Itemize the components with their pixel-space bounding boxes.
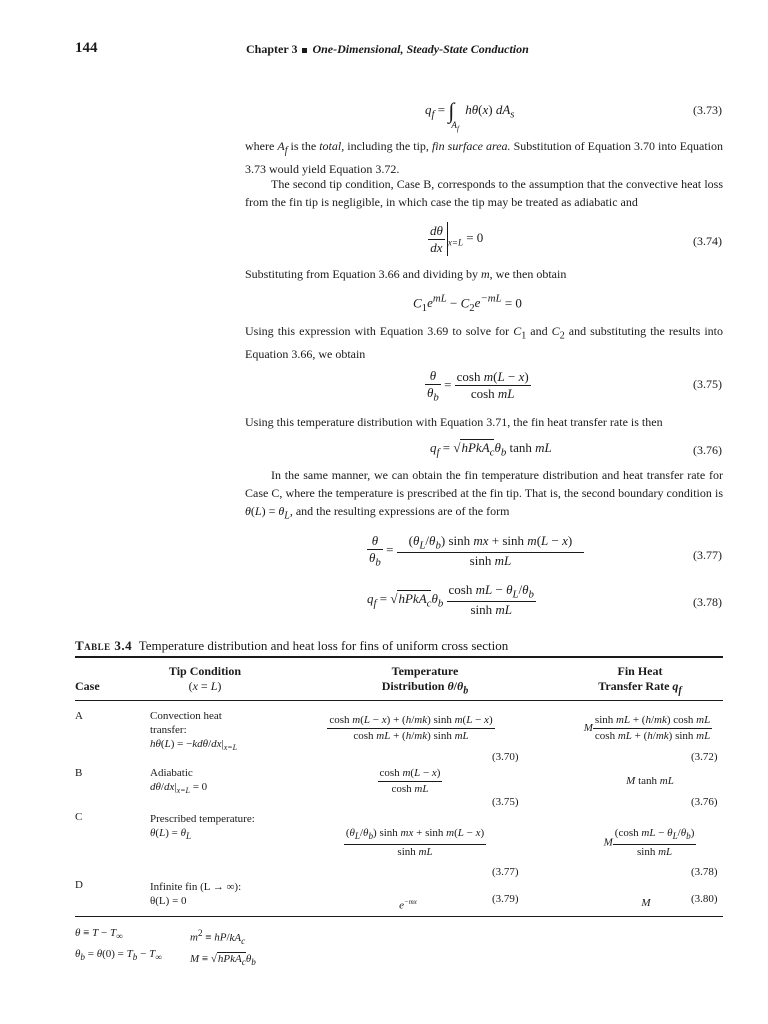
- eq-number-3-77: (3.77): [693, 548, 722, 562]
- eq-number-3-75: (3.75): [693, 377, 722, 391]
- row-b-heat-rate: M tanh mL: [626, 775, 674, 787]
- row-b-temp-ref: (3.75): [492, 796, 519, 808]
- page-number: 144: [75, 40, 98, 56]
- row-d-case: D: [75, 879, 83, 891]
- eq-number-3-78: (3.78): [693, 595, 722, 609]
- row-a-heat-ref: (3.72): [691, 751, 718, 763]
- running-header: [246, 42, 529, 57]
- separator-square-icon: [302, 48, 307, 53]
- equation-boundary-condition: $C_1e^{mL} - C_2e^{-mL} = 0$: [413, 293, 522, 314]
- row-b-heat-ref: (3.76): [691, 796, 718, 808]
- eq-number-3-74: (3.74): [693, 234, 722, 248]
- table-header-rule: [75, 700, 723, 701]
- table-title: Temperature distribution and heat loss for fins of uniform cross section: [138, 638, 509, 653]
- chapter-title: One-Dimensional, Steady-State Conduction: [312, 42, 529, 56]
- paragraph-heat-rate: Using this temperature distribution with Equation 3.71, the fin heat transfer rate is then: [245, 415, 663, 429]
- chapter-label: Chapter 3: [246, 42, 298, 56]
- eq-number-3-76: (3.76): [693, 443, 722, 457]
- equation-3-73: $q_f = \int_{A_f}$ hθ(x) $dA_s$: [425, 98, 515, 133]
- paragraph-fin-area: where $A_f$ is the total, including the tip, fin surface area. Substitution of Equation 3.70 into Equation 3.73 would yield Equation 3.72.: [245, 139, 724, 177]
- table-caption: [75, 638, 508, 654]
- equation-3-78: $q_f$ = $√hPkA_c\theta_b$ $\frac{\cosh mL - \theta_L/\theta_b}{\text{sinh mL}}$: [367, 582, 534, 617]
- paragraph-case-c: In the same manner, we can obtain the fin temperature distribution and heat transfer rate for Case C, where the temperature is prescribed at the fin tip. That is, the second boundary condition is $\theta(L) = \theta_L$, and the resulting expressions are of the form: [245, 468, 723, 522]
- row-c-condition: Prescribed temperature: $\theta(L) = \theta_L$: [150, 813, 255, 842]
- row-a-case: A: [75, 710, 83, 722]
- row-c-case: C: [75, 811, 83, 823]
- row-a-temp-ref: (3.70): [492, 751, 519, 763]
- row-a-temperature: $\frac{\text{cosh m(L − x) + (h/mk) sinh m(L − x)}}{\text{cosh mL + (h/mk) sinh mL}}$: [329, 714, 493, 742]
- table-top-rule: [75, 656, 723, 658]
- equation-3-77: $\frac{\theta}{\theta_b}$ = $\frac{(\theta_L/\theta_b) \sinh mx + \sinh m(L - x)}{\text{sinh mL}}$: [367, 533, 584, 569]
- table-bottom-rule: [75, 916, 723, 917]
- row-c-heat-rate: M $\frac{(\cosh mL - \theta_L/\theta_b)}{\text{sinh mL}}$: [603, 827, 695, 859]
- table-label: Table 3.4: [75, 638, 133, 653]
- eq-number-3-73: (3.73): [693, 103, 722, 117]
- row-c-temp-ref: (3.77): [492, 866, 519, 878]
- header-tip-condition: Tip Condition (x = L): [168, 664, 242, 693]
- paragraph-case-b: The second tip condition, Case B, corresponds to the assumption that the convective heat loss from the fin tip is negligible, in which case the tip may be treated as adiabatic and: [245, 177, 723, 209]
- row-d-condition: Infinite fin (L → ∞): θ(L) = 0: [150, 881, 242, 907]
- row-d-heat-ref: (3.80): [691, 893, 718, 905]
- table-definitions-right: $m^2 \equiv hP/kA_c$ $M \equiv √hPkA_c\theta_b$: [190, 928, 256, 968]
- paragraph-using-expression: Using this expression with Equation 3.69 to solve for $C_1$ and $C_2$ and substituting the results into Equation 3.66, we obtain: [245, 324, 723, 362]
- row-b-temperature: $\frac{\text{cosh m(L − x)}}{\text{cosh mL}}$: [379, 767, 441, 795]
- equation-3-74: $\frac{d\theta}{dx}$ $_{x=L}$ = 0: [430, 222, 484, 255]
- row-b-condition: Adiabatic $d\theta/dx|_{x=L} = 0$: [150, 767, 208, 796]
- row-d-temp-ref: (3.79): [492, 893, 519, 905]
- header-temperature: Temperature Distribution $\theta/\theta_b$: [381, 664, 469, 697]
- table-definitions-left: $\theta \equiv T - T_\infty$ $\theta_b = \theta(0) = T_b - T_\infty$: [75, 927, 162, 963]
- row-c-temperature: $\frac{(\theta_L/\theta_b) \sinh mx + \sinh m(L - x)}{\text{sinh mL}}$: [345, 827, 485, 859]
- row-a-heat-rate: M $\frac{\text{sinh mL + (h/mk) cosh mL}}{\text{cosh mL + (h/mk) sinh mL}}$: [583, 714, 711, 742]
- paragraph-substituting: Substituting from Equation 3.66 and dividing by m, we then obtain: [245, 267, 567, 281]
- row-d-temperature: $e^{-mx}$: [399, 898, 417, 912]
- row-d-heat-rate: M: [641, 897, 651, 909]
- row-c-heat-ref: (3.78): [691, 866, 718, 878]
- row-b-case: B: [75, 767, 83, 779]
- equation-3-75: $\frac{\theta}{\theta_b}$ = $\frac{\text{cosh m(L − x)}}{\text{cosh mL}}$: [427, 368, 529, 404]
- header-case: Case: [75, 679, 100, 693]
- header-heat-rate: Fin Heat Transfer Rate $q_f$: [598, 664, 682, 697]
- row-a-condition: Convection heat transfer: $h\theta(L) = -kd\theta/dx|_{x=L}$: [150, 710, 238, 753]
- equation-3-76: $q_f$ = $√hPkA_c\theta_b$ tanh mL: [430, 440, 552, 459]
